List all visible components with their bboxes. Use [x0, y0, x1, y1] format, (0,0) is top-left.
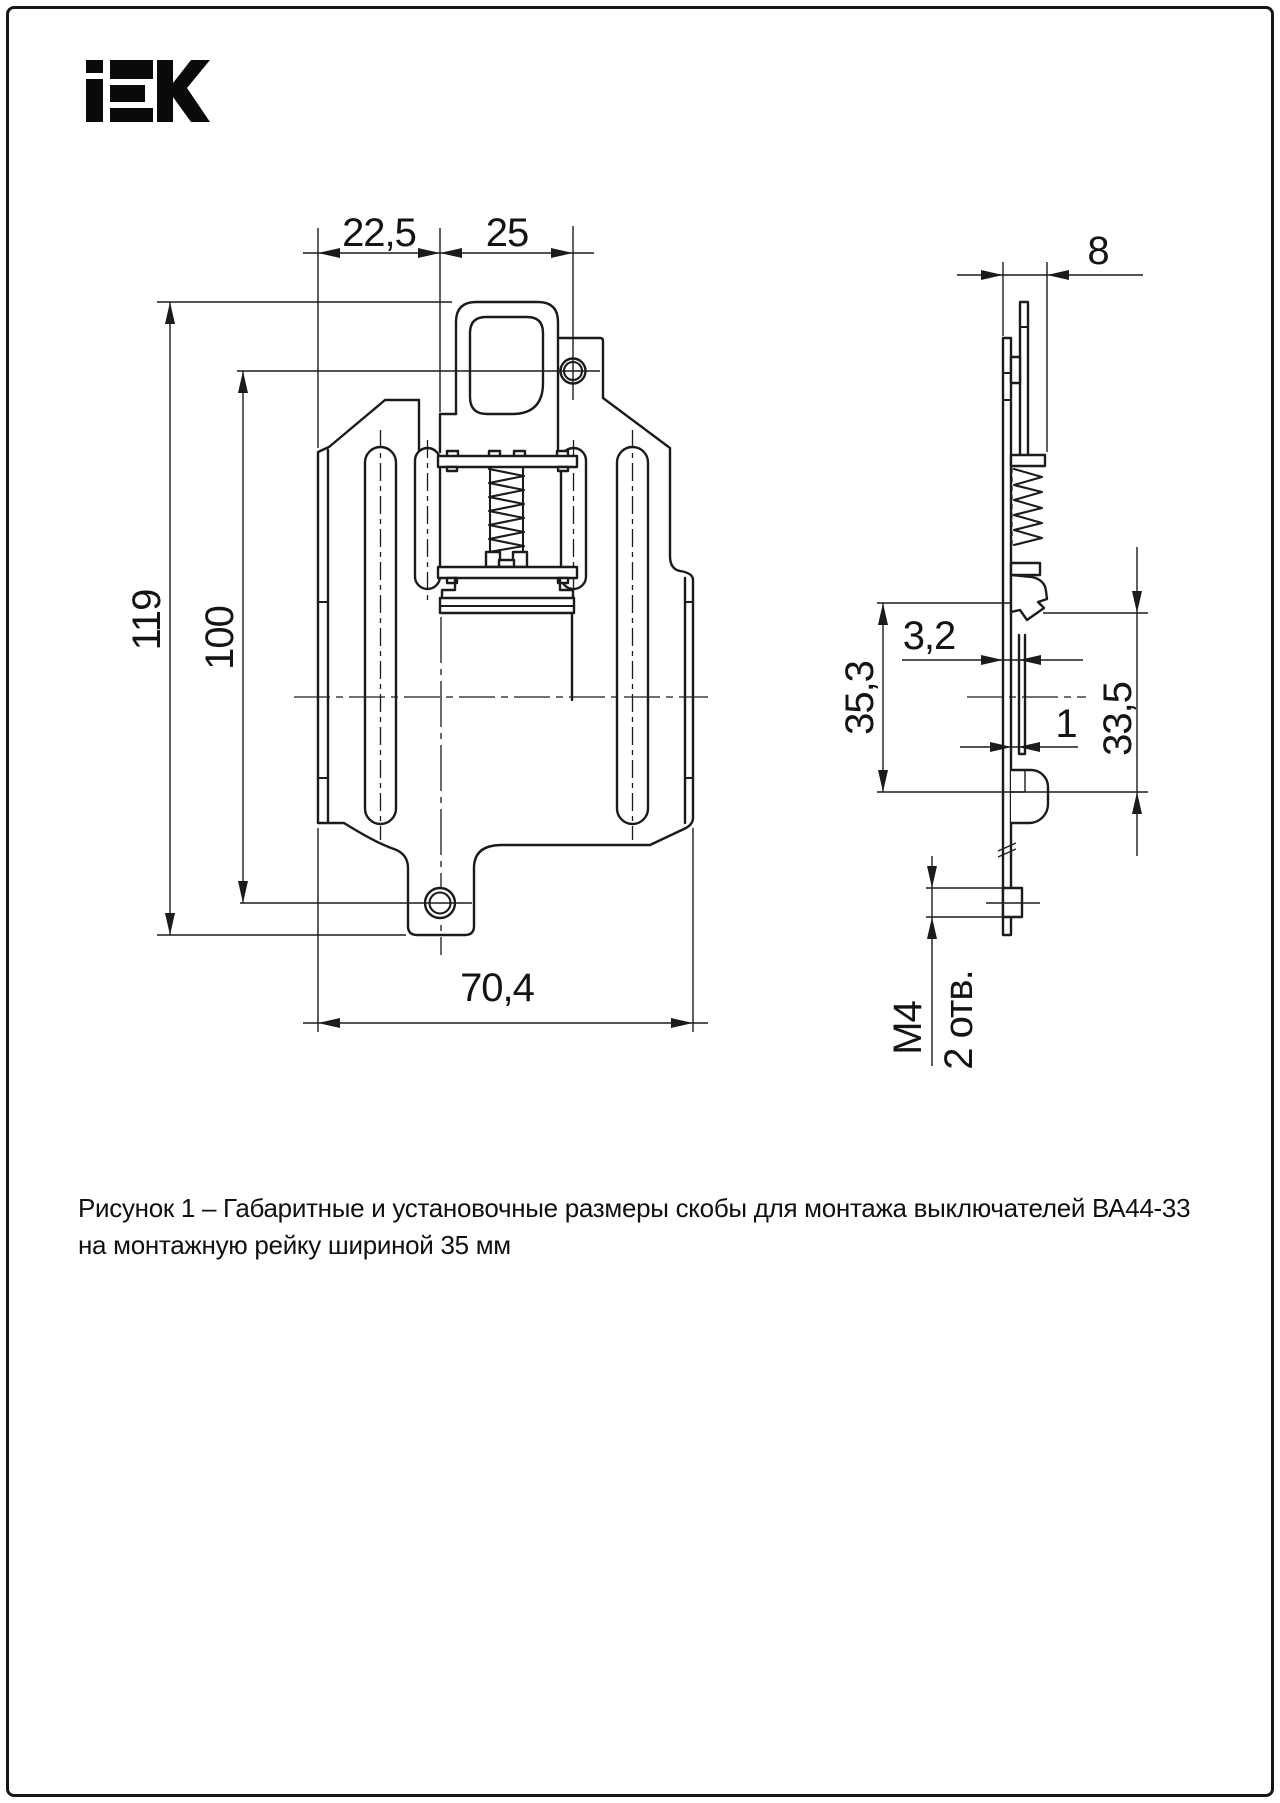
- dim-label-70-4: 70,4: [460, 966, 534, 1010]
- upper-plate: [438, 456, 577, 467]
- spring-coil: [489, 469, 524, 552]
- spring-coil-side: [1014, 469, 1042, 545]
- holes-count-label: 2 отв.: [937, 970, 981, 1070]
- figure-caption: [78, 1190, 1228, 1264]
- front-view: [125, 211, 708, 1032]
- figure-caption-line1: Рисунок 1 – Габаритные и установочные размеры скобы для монтажа выключателей ВА44-33: [78, 1193, 1191, 1223]
- thread-label-m4: М4: [886, 1001, 930, 1055]
- dim-label-100: 100: [198, 606, 242, 670]
- side-view-dimensions: [838, 229, 1148, 1070]
- bracket-slots: [365, 430, 648, 840]
- side-view: [838, 229, 1148, 1070]
- rail-hook: [1011, 770, 1048, 823]
- side-profile: [967, 302, 1086, 935]
- dim-label-33-5: 33,5: [1096, 682, 1140, 756]
- lower-plate: [438, 567, 577, 578]
- dim-label-3-2: 3,2: [902, 614, 956, 658]
- rail-tooth: [1011, 575, 1047, 620]
- dim-label-35-3: 35,3: [838, 661, 882, 735]
- dim-label-25: 25: [485, 211, 529, 255]
- dim-label-22-5: 22,5: [342, 211, 416, 255]
- figure-caption-line2: на монтажную рейку шириной 35 мм: [78, 1230, 511, 1260]
- dim-label-8: 8: [1087, 229, 1109, 273]
- spring-latch-assembly: [438, 451, 577, 700]
- dim-label-119: 119: [125, 589, 169, 651]
- dim-label-1: 1: [1055, 702, 1077, 746]
